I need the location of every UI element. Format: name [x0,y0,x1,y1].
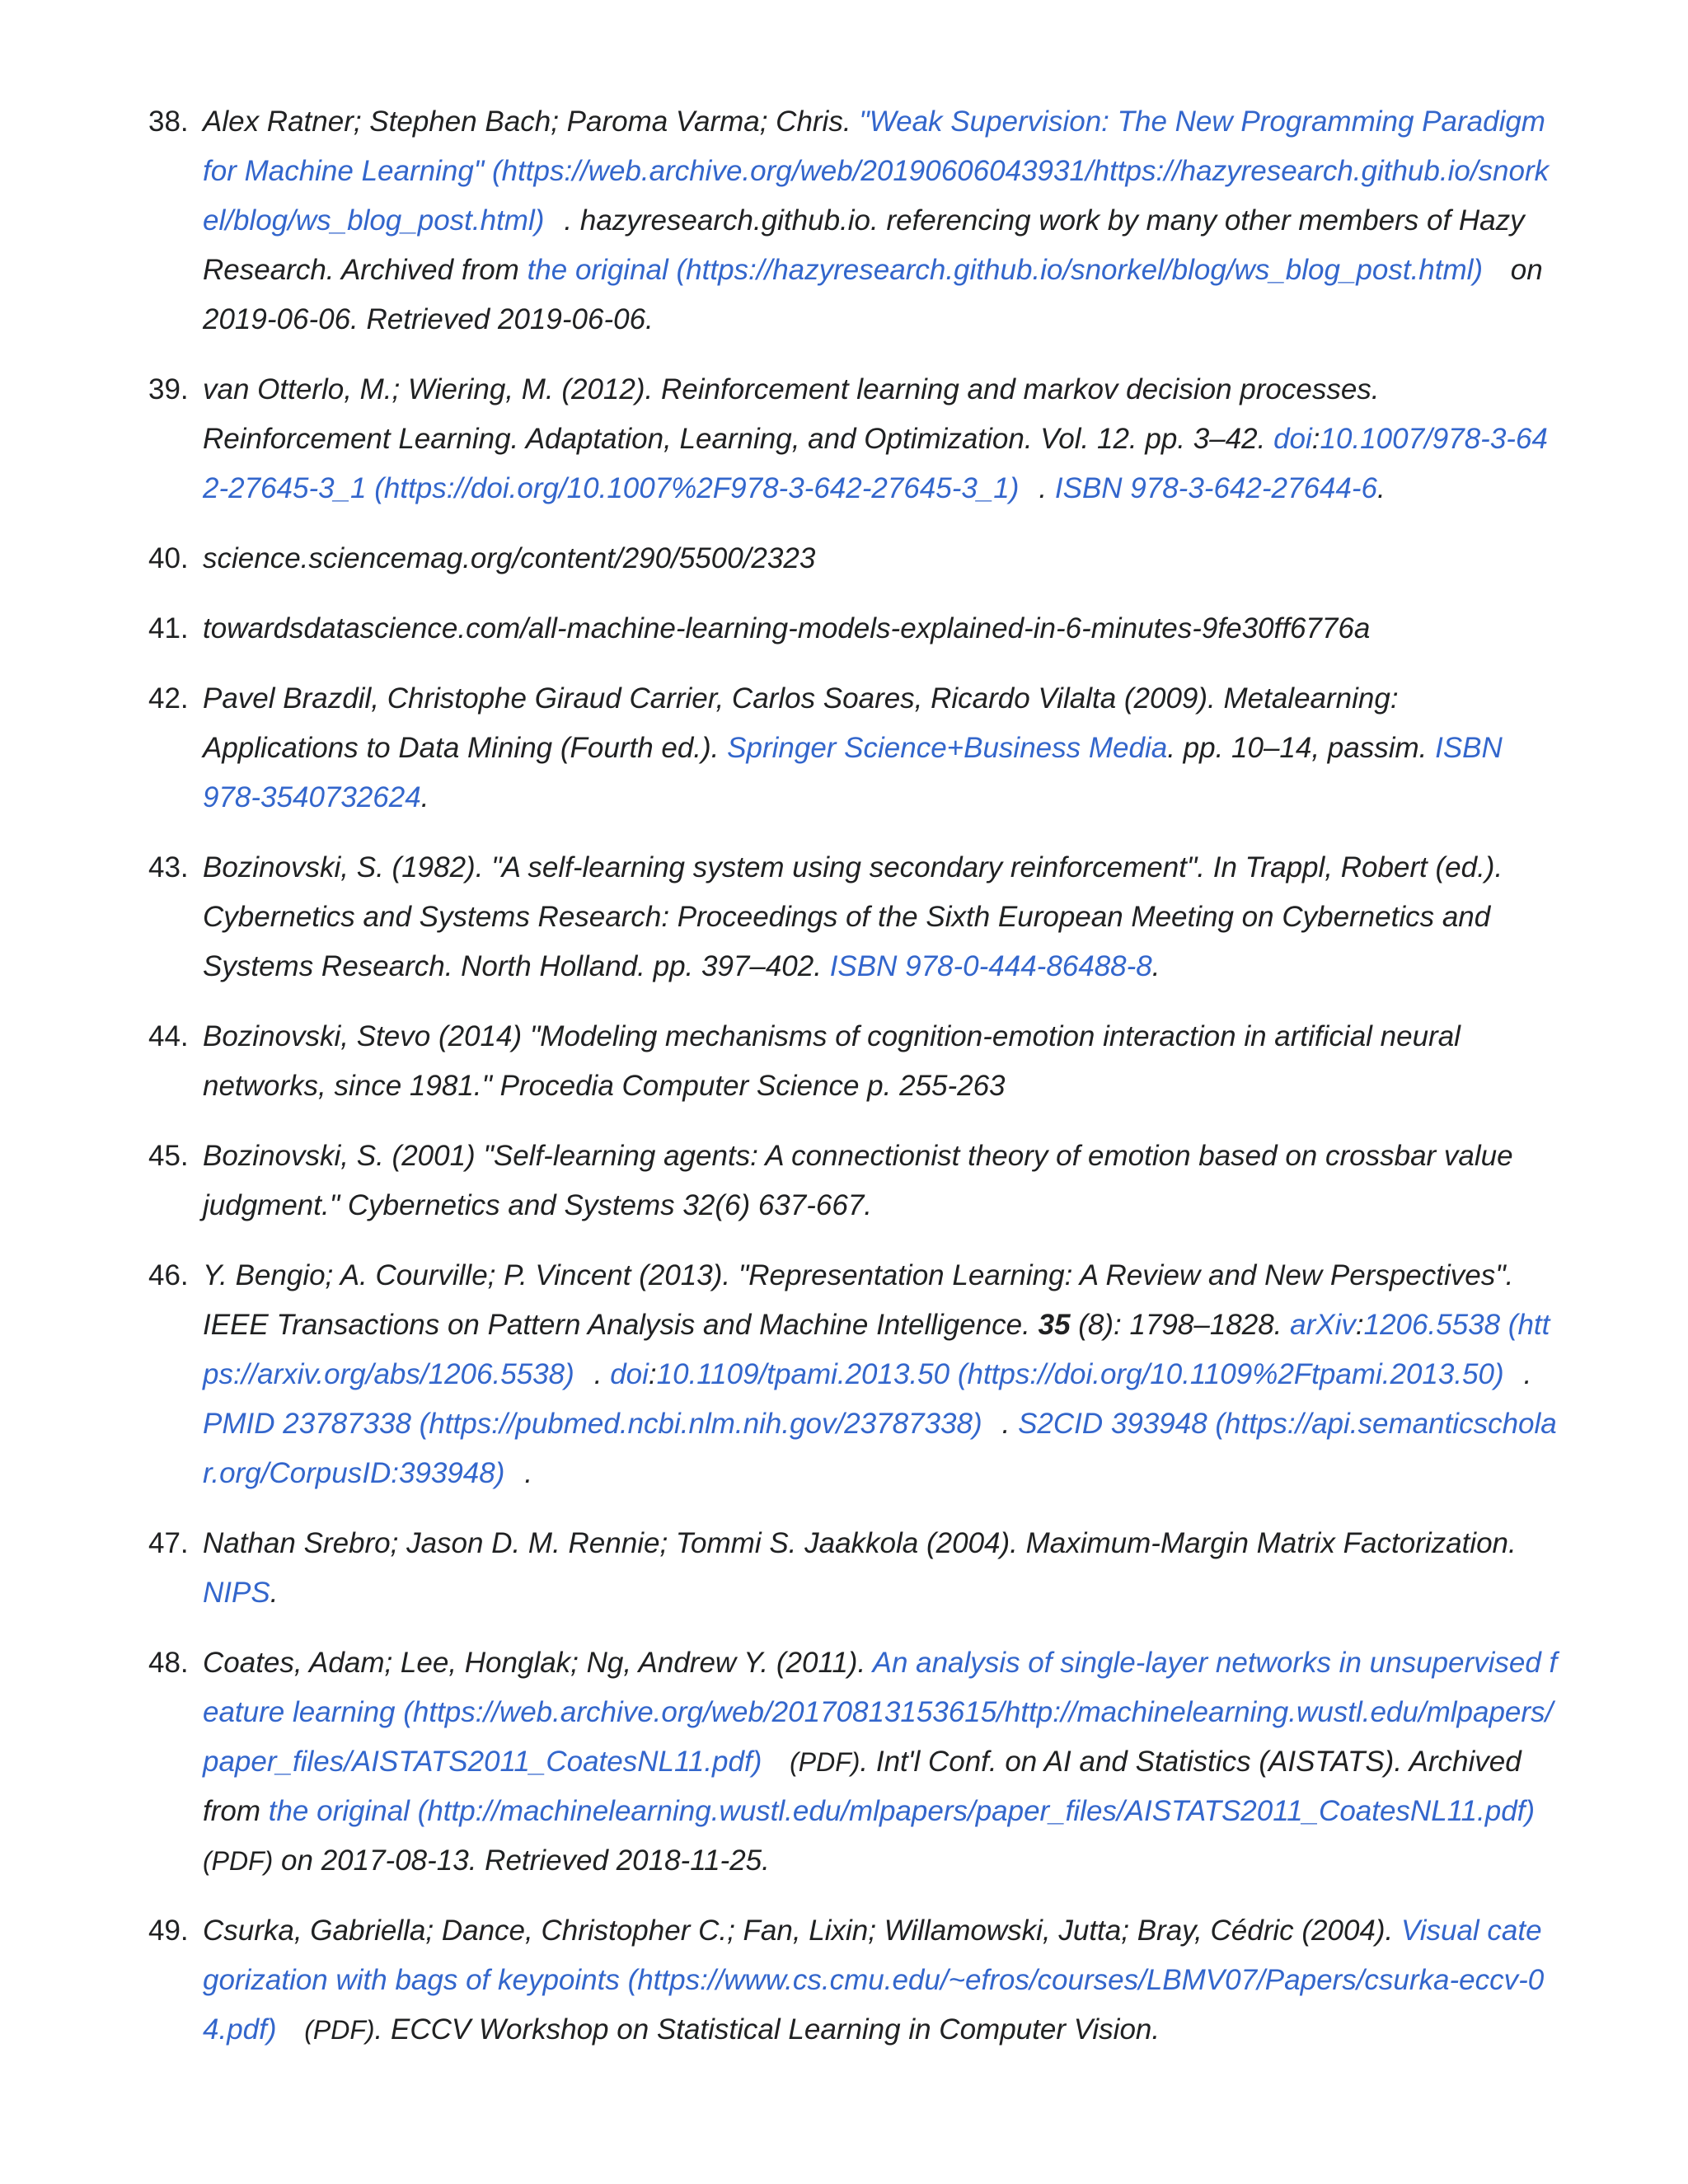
wiki-link[interactable]: ISBN 978-3540732624 [203,732,1503,813]
reference-item [148,534,1558,583]
citation-text: Nathan Srebro; Jason D. M. Rennie; Tommi S. Jaakkola (2004). Maximum-Margin Matrix Factorization. [203,1527,1517,1559]
citation-text: Pavel Brazdil, Christophe Giraud Carrier, Carlos Soares, Ricardo Vilalta (2009). Metalearning: Applications to Data Mining (Fourth ed.). [203,682,1399,764]
reference-number: 40. [148,542,189,574]
pdf-label: (PDF) [304,2015,375,2045]
wiki-link[interactable]: doi [610,1358,649,1390]
reference-item [148,1251,1558,1498]
citation-text: . pp. 10–14, passim. [1167,732,1436,764]
reference-text [203,1906,1558,2055]
external-link[interactable]: the original (http://machinelearning.wustl.edu/mlpapers/paper_files/AISTATS2011_CoatesNL11.pdf) [268,1795,1536,1827]
wiki-link[interactable]: arXiv [1290,1309,1356,1341]
citation-text: . [1151,950,1160,982]
reference-number: 48. [148,1647,189,1679]
external-link[interactable]: 10.1007/978-3-642-27645-3_1 (https://doi.org/10.1007%2F978-3-642-27645-3_1) [203,423,1548,504]
reference-text [203,1012,1558,1111]
reference-list [148,97,1558,2075]
reference-text [203,1251,1558,1498]
external-link[interactable]: PMID 23787338 (https://pubmed.ncbi.nlm.nih.gov/23787338) [203,1408,982,1440]
external-link[interactable]: "Weak Supervision: The New Programming Paradigm for Machine Learning" (https://web.archive.org/web/20190606043931/https://hazyresearch.github.io/snorkel/blog/ws_blog_post.html) [203,105,1550,237]
pdf-label: (PDF) [203,1846,274,1876]
wiki-link[interactable]: doi [1273,423,1312,455]
external-link[interactable]: An analysis of single-layer networks in unsupervised feature learning (https://web.archive.org/web/20170813153615/http://machinelearning.wustl.edu/mlpapers/paper_files/AISTATS2011_CoatesNL11.pdf) [203,1647,1558,1778]
citation-text: on 2017-08-13. Retrieved 2018-11-25. [273,1844,770,1877]
citation-text: . [1001,1408,1019,1440]
citation-text: : [1311,423,1320,455]
citation-text: : [1355,1309,1364,1341]
reference-item [148,1132,1558,1230]
reference-number: 45. [148,1140,189,1172]
citation-text: Bozinovski, Stevo (2014) "Modeling mechanisms of cognition-emotion interaction in artificial neural networks, since 1981." Procedia Computer Science p. 255-263 [203,1020,1461,1102]
external-link[interactable]: 1206.5538 (https://arxiv.org/abs/1206.5538) [203,1309,1550,1390]
reference-number: 38. [148,105,189,138]
reference-text [203,1638,1558,1886]
pdf-label: (PDF) [790,1747,860,1777]
reference-item [148,1906,1558,2055]
reference-text [203,1519,1558,1618]
citation-text: on 2019-06-06. Retrieved 2019-06-06. [203,254,1543,335]
reference-number: 43. [148,851,189,883]
reference-number: 41. [148,612,189,644]
external-link[interactable]: 10.1109/tpami.2013.50 (https://doi.org/10.1109%2Ftpami.2013.50) [656,1358,1504,1390]
reference-number: 49. [148,1915,189,1947]
citation-text: Y. Bengio; A. Courville; P. Vincent (2013). "Representation Learning: A Review and New Perspectives". IEEE Transactions on Pattern Analysis and Machine Intelligence. [203,1259,1514,1341]
external-link[interactable]: the original (https://hazyresearch.github.io/snorkel/blog/ws_blog_post.html) [527,254,1484,286]
external-link[interactable]: S2CID 393948 (https://api.semanticscholar.org/CorpusID:393948) [203,1408,1557,1489]
reference-item [148,843,1558,991]
citation-text: Bozinovski, S. (2001) "Self-learning agents: A connectionist theory of emotion based on crossbar value judgment." Cybernetics and Systems 32(6) 637-667. [203,1140,1513,1221]
citation-text: towardsdatascience.com/all-machine-learning-models-explained-in-6-minutes-9fe30ff6776a [203,612,1371,644]
citation-text: (8): 1798–1828. [1070,1309,1291,1341]
reference-text [203,97,1558,344]
citation-text: Coates, Adam; Lee, Honglak; Ng, Andrew Y. (2011). [203,1647,873,1679]
wiki-link[interactable]: ISBN 978-0-444-86488-8 [829,950,1152,982]
citation-text: . [1039,472,1055,504]
citation-text: Csurka, Gabriella; Dance, Christopher C.; Fan, Lixin; Willamowski, Jutta; Bray, Cédric (2004). [203,1915,1401,1947]
citation-text: Bozinovski, S. (1982). "A self-learning system using secondary reinforcement". In Trappl, Robert (ed.). Cybernetics and Systems Research: Proceedings of the Sixth European Meeting on Cybernetics and Systems Research. North Holland. pp. 397–402. [203,851,1503,982]
citation-text: . ECCV Workshop on Statistical Learning in Computer Vision. [374,2013,1160,2046]
reference-text [203,674,1558,823]
citation-text [781,1746,790,1778]
reference-item [148,604,1558,654]
reference-item [148,365,1558,513]
citation-text: . [420,781,429,813]
wiki-link[interactable]: ISBN 978-3-642-27644-6 [1054,472,1377,504]
citation-text: : [648,1358,657,1390]
reference-text [203,534,1558,583]
external-link[interactable]: Visual categorization with bags of keypoints (https://www.cs.cmu.edu/~efros/courses/LBMV07/Papers/csurka-eccv-04.pdf) [203,1915,1545,2046]
citation-text: . hazyresearch.github.io. referencing work by many other members of Hazy Research. Archived from [203,204,1525,286]
reference-text [203,843,1558,991]
reference-number: 44. [148,1020,189,1052]
reference-text [203,1132,1558,1230]
citation-text: van Otterlo, M.; Wiering, M. (2012). Reinforcement learning and markov decision processes. Reinforcement Learning. Adaptation, Learning, and Optimization. Vol. 12. pp. 3–42. [203,373,1380,455]
reference-item [148,1638,1558,1886]
citation-text: . Int'l Conf. on AI and Statistics (AISTATS). Archived from [203,1746,1522,1827]
citation-text: . [1523,1358,1532,1390]
citation-text: . [524,1457,533,1489]
citation-text: Alex Ratner; Stephen Bach; Paroma Varma; Chris. [203,105,860,138]
citation-text: . [270,1577,279,1609]
citation-text [297,2013,305,2046]
volume-number: 35 [1038,1309,1071,1341]
reference-text [203,365,1558,513]
reference-item [148,674,1558,823]
citation-text: science.sciencemag.org/content/290/5500/2323 [203,542,816,574]
wiki-link[interactable]: NIPS [203,1577,270,1609]
reference-number: 39. [148,373,189,405]
citation-text: . [593,1358,611,1390]
citation-text: . [1376,472,1386,504]
reference-number: 46. [148,1259,189,1291]
reference-number: 47. [148,1527,189,1559]
reference-text [203,604,1558,654]
reference-item [148,97,1558,344]
wiki-link[interactable]: Springer Science+Business Media [727,732,1168,764]
reference-number: 42. [148,682,189,715]
reference-item [148,1012,1558,1111]
reference-item [148,1519,1558,1618]
